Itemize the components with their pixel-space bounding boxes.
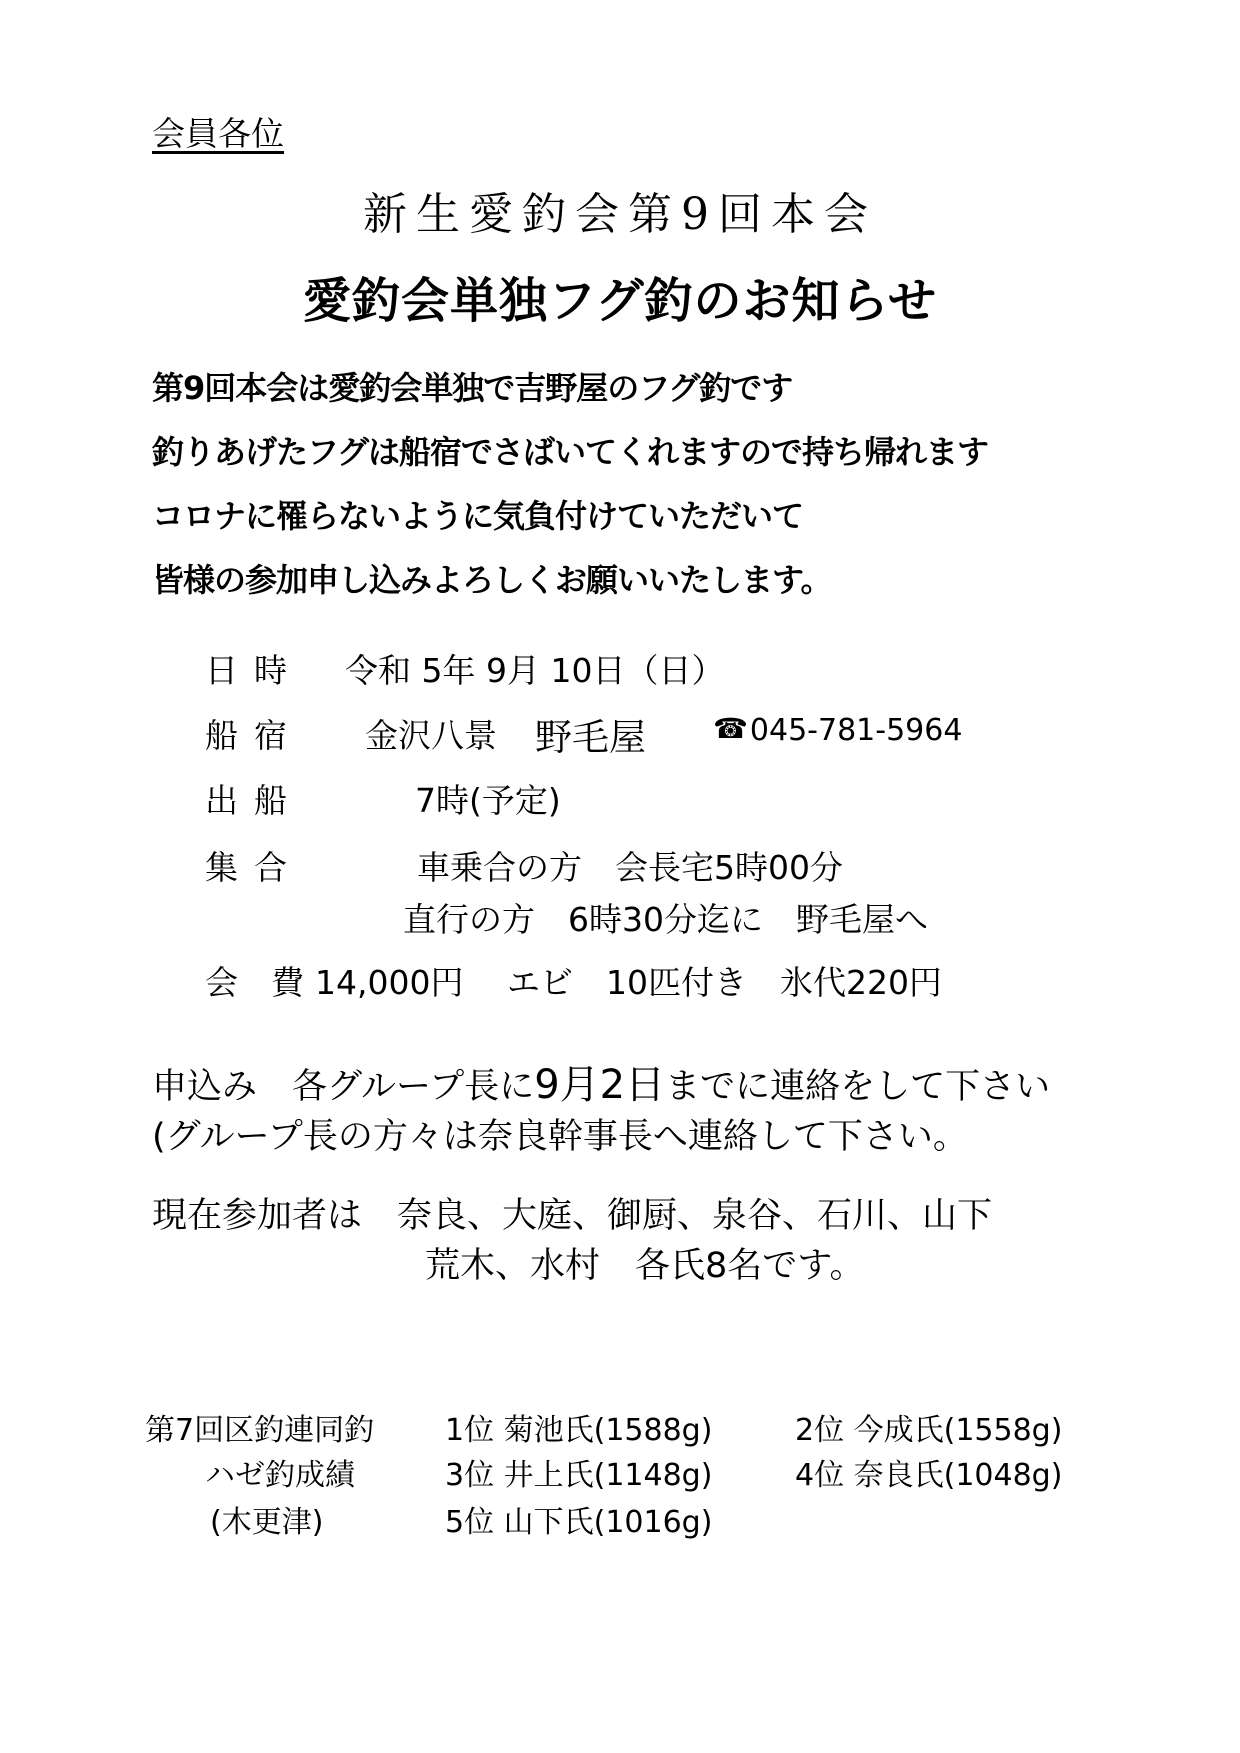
result-rank: 2位 今成氏(1558g)	[795, 1413, 1063, 1448]
participants-line: 荒木、水村 各氏8名です。	[425, 1246, 865, 1286]
detail-value: 14,000円 エビ 10匹付き 氷代220円	[315, 963, 942, 1002]
meeting-line: 車乗合の方 会長宅5時00分	[417, 848, 843, 887]
detail-label: 会 費	[205, 963, 304, 1002]
result-rank: 3位 井上氏(1148g)	[445, 1458, 713, 1493]
intro-line: 第9回本会は愛釣会単独で吉野屋のフグ釣です	[152, 369, 793, 407]
boat-phone	[713, 712, 962, 748]
detail-label: 出船	[205, 781, 303, 820]
apply-prefix: 申込み 各グループ長に	[152, 1067, 535, 1107]
addressee: 会員各位	[152, 114, 284, 153]
phone-icon: ☎	[713, 712, 748, 745]
detail-label: 日時	[205, 651, 303, 690]
intro-line: コロナに罹らないように気負付けていただいて	[152, 497, 804, 535]
boat-name: 野毛屋	[535, 716, 646, 759]
detail-value: 令和 5年 9月 10日（日）	[345, 651, 725, 690]
phone-number: 045-781-5964	[749, 713, 963, 748]
detail-label: 集合	[205, 848, 303, 887]
application-note	[152, 1060, 1050, 1162]
boat-place: 金沢八景	[365, 716, 497, 755]
apply-line: (グループ長の方々は奈良幹事長へ連絡して下さい。	[152, 1117, 968, 1157]
results-label: ハゼ釣成績	[205, 1458, 355, 1493]
intro-line: 皆様の参加申し込みよろしくお願いいたします。	[152, 561, 832, 599]
intro-line: 釣りあげたフグは船宿でさばいてくれますので持ち帰れます	[152, 433, 989, 471]
meeting-line: 直行の方 6時30分迄に 野毛屋へ	[403, 900, 928, 939]
participants-line: 現在参加者は 奈良、大庭、御厨、泉谷、石川、山下	[152, 1196, 993, 1236]
apply-suffix: までに連絡をして下さい	[665, 1067, 1051, 1107]
result-rank: 1位 菊池氏(1588g)	[445, 1413, 713, 1448]
apply-deadline: 9月2日	[534, 1062, 666, 1108]
detail-value: 7時(予定)	[415, 781, 561, 820]
result-rank: 4位 奈良氏(1048g)	[795, 1458, 1063, 1493]
result-rank: 5位 山下氏(1016g)	[445, 1505, 713, 1540]
event-title: 新生愛釣会第9回本会	[363, 189, 877, 240]
intro-paragraph	[152, 356, 988, 612]
apply-line	[152, 1060, 1050, 1112]
detail-label: 船宿	[205, 716, 303, 755]
notice-title: 愛釣会単独フグ釣のお知らせ	[302, 273, 938, 329]
participants	[152, 1191, 992, 1291]
results-label: (木更津)	[210, 1505, 324, 1540]
results-label: 第7回区釣連同釣	[145, 1413, 375, 1448]
